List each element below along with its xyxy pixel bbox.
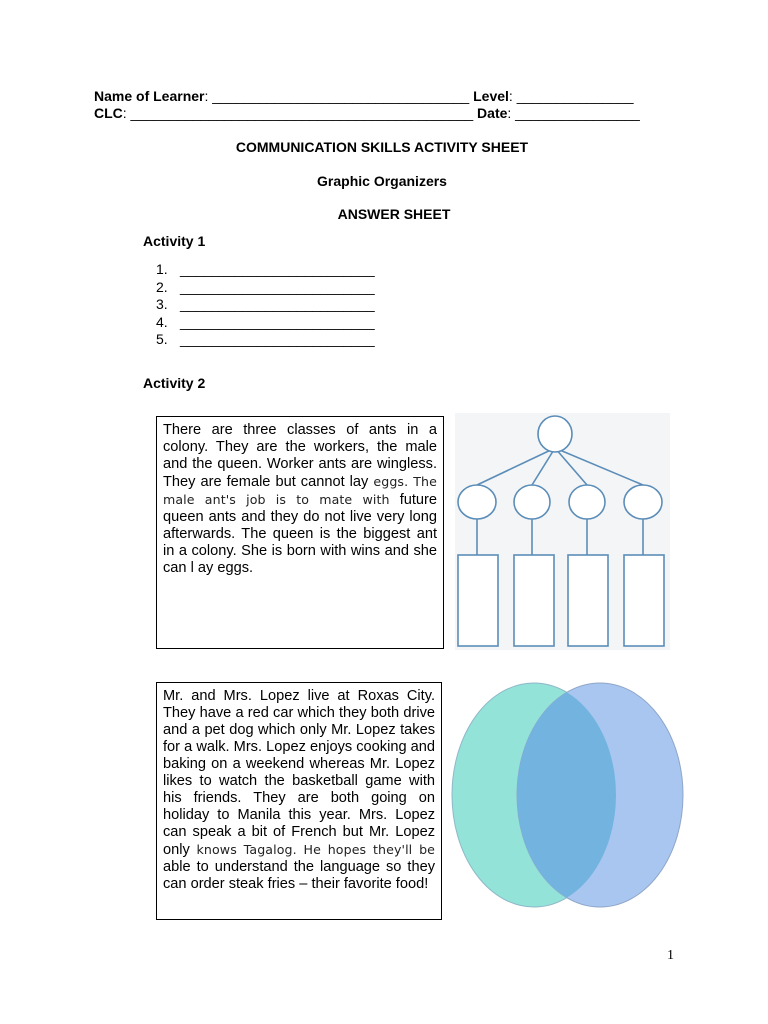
child-node	[514, 485, 550, 519]
root-node	[538, 416, 572, 452]
page-number: 1	[667, 948, 674, 963]
learner-name-line	[94, 88, 634, 104]
list-item: 3. _________________________	[156, 296, 375, 312]
answer-box	[624, 555, 664, 646]
list-item: 4. _________________________	[156, 313, 375, 330]
sheet-subtitle: Graphic Organizers	[317, 173, 447, 189]
lopez-passage-box	[156, 682, 442, 920]
venn-diagram	[450, 682, 686, 910]
answer-sheet-title: ANSWER SHEET	[337, 206, 451, 222]
list-item: 2. _________________________	[156, 278, 375, 295]
answer-box	[568, 555, 608, 646]
clc-blank: : ____________________________________________	[122, 105, 478, 121]
passage-text: There are three classes of ants in a colony. They are the workers, the male and the queen. Worker ants are wingless. They are female but cannot lay	[163, 422, 437, 490]
passage-text: able to understand the language so they can order steak fries – their favorite food!	[163, 859, 435, 892]
list-item: 5. _________________________	[156, 331, 375, 347]
child-node	[624, 485, 662, 519]
activity-2-heading: Activity 2	[143, 375, 206, 391]
list-item: 1. _________________________	[156, 261, 375, 277]
child-node	[569, 485, 605, 519]
answer-box	[514, 555, 554, 646]
passage-text: future queen ants and they do not live very long afterwards. The queen is the biggest ant in a colony. She is born with wins and she can l ay eggs.	[163, 492, 438, 576]
date-blank: : ________________	[507, 105, 640, 121]
name-blank: : _________________________________	[204, 88, 474, 104]
ants-passage-box	[156, 416, 444, 649]
sheet-title: COMMUNICATION SKILLS ACTIVITY SHEET	[235, 139, 529, 155]
level-label: Level	[473, 88, 509, 104]
date-label: Date	[477, 105, 508, 121]
clc-date-line	[94, 105, 640, 121]
child-node	[458, 485, 496, 519]
answer-blank: _________________________	[180, 261, 375, 277]
answer-blank: _________________________	[180, 331, 375, 347]
passage-text: Mr. and Mrs. Lopez live at Roxas City. They have a red car which they both drive and a pet dog which only Mr. Lopez takes for a walk. Mrs. Lopez enjoys cooking and baking on a weekend whereas Mr. Lopez likes to watch the basketball game with his friends. They are both going on holiday to Manila this year. Mrs. Lopez can speak a bit of French but Mr. Lopez only	[163, 688, 435, 858]
passage-text: eggs. The male ant's job is to mate with	[163, 474, 437, 507]
answer-blank: _________________________	[180, 278, 375, 295]
activity-1-heading: Activity 1	[143, 233, 206, 249]
level-blank: : _______________	[508, 88, 634, 104]
answer-box	[458, 555, 498, 646]
passage-text: knows Tagalog. He hopes they'll be	[196, 842, 436, 857]
answer-blank: _________________________	[180, 296, 375, 312]
name-label: Name of Learner	[94, 88, 205, 104]
answer-blank: _________________________	[180, 313, 375, 330]
clc-label: CLC	[94, 105, 123, 121]
tree-diagram	[455, 413, 670, 650]
activity-1-answer-list	[143, 261, 375, 349]
